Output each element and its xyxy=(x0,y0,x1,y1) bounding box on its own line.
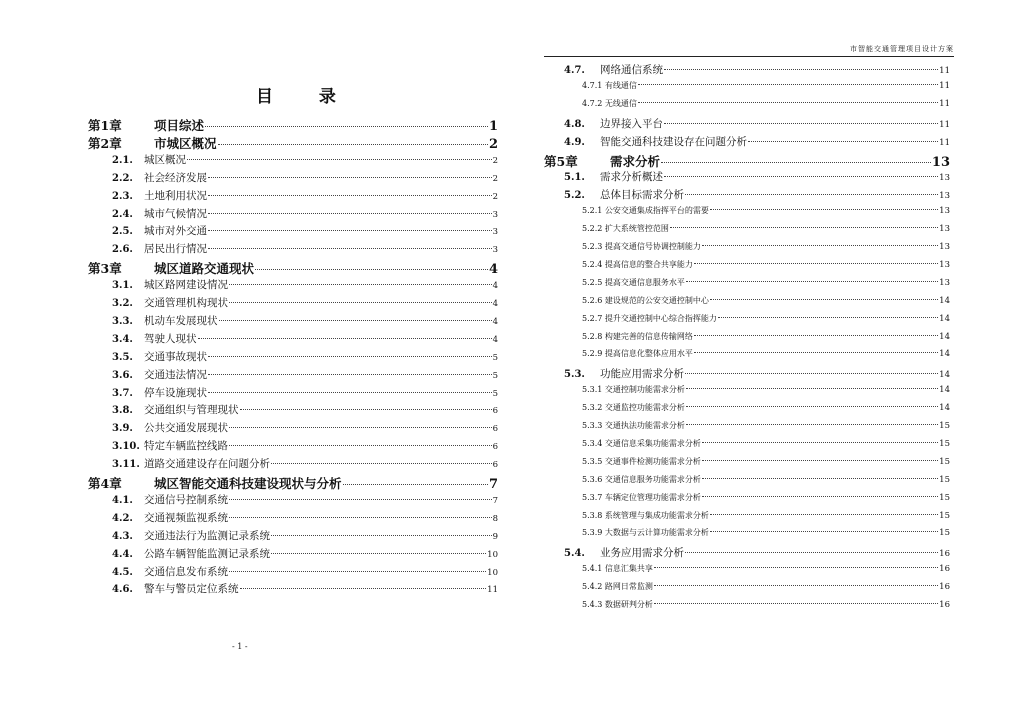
toc-leader-dots xyxy=(661,162,931,163)
footer-page-number: - 1 - xyxy=(232,642,248,651)
toc-entry-page: 13 xyxy=(939,206,950,217)
toc-entry-number: 3.2. xyxy=(112,298,133,309)
toc-entry-title: 5.3.4 交通信息采集功能需求分析 xyxy=(582,438,701,448)
toc-leader-dots xyxy=(664,69,938,70)
toc-entry-title: 道路交通建设存在问题分析 xyxy=(144,458,270,471)
toc-leader-dots xyxy=(686,424,938,425)
toc-entry-page: 11 xyxy=(939,98,950,109)
toc-entry-number: 4.8. xyxy=(564,118,585,130)
toc-entry[interactable] xyxy=(88,438,498,453)
toc-entry-number: 3.10. xyxy=(112,441,140,453)
toc-entry[interactable] xyxy=(88,206,498,221)
toc-entry[interactable] xyxy=(544,474,950,485)
toc-entry-page: 13 xyxy=(939,173,950,184)
toc-leader-dots xyxy=(638,84,938,85)
toc-entry[interactable] xyxy=(544,241,950,252)
toc-leader-dots xyxy=(694,335,938,336)
toc-entry-number: 3.9. xyxy=(112,423,133,435)
toc-entry[interactable] xyxy=(544,98,950,109)
toc-entry-number: 3.8. xyxy=(112,405,133,417)
toc-leader-dots xyxy=(702,460,938,461)
toc-entry[interactable] xyxy=(544,456,950,467)
toc-entry-page: 5 xyxy=(492,352,498,363)
toc-entry-number: 3.3. xyxy=(112,315,133,327)
toc-entry[interactable] xyxy=(88,295,498,310)
toc-entry-title: 城区概况 xyxy=(144,153,186,166)
toc-entry-title: 5.3.6 交通信息服务功能需求分析 xyxy=(582,474,701,484)
toc-entry[interactable] xyxy=(88,564,498,579)
toc-entry-page: 15 xyxy=(939,421,950,431)
toc-entry[interactable] xyxy=(544,277,950,288)
toc-entry-title: 交通信号控制系统 xyxy=(144,493,228,506)
toc-entry-title: 智能交通科技建设存在问题分析 xyxy=(600,135,747,148)
toc-entry[interactable] xyxy=(544,545,950,560)
toc-leader-dots xyxy=(208,356,492,357)
toc-leader-dots xyxy=(702,245,938,246)
toc-entry-page: 11 xyxy=(939,66,950,76)
toc-leader-dots xyxy=(702,442,938,443)
toc-entry[interactable] xyxy=(544,331,950,342)
toc-entry-title: 交通违法行为监测记录系统 xyxy=(144,529,270,542)
toc-entry-number: 第5章 xyxy=(544,153,578,169)
toc-leader-dots xyxy=(638,102,938,103)
toc-entry-title: 5.3.1 交通控制功能需求分析 xyxy=(582,385,685,395)
toc-entry-page: 14 xyxy=(939,370,950,381)
toc-leader-dots xyxy=(685,194,938,195)
toc-entry-number: 4.1. xyxy=(112,494,133,506)
toc-leader-dots xyxy=(654,603,938,604)
toc-entry-page: 3 xyxy=(492,209,498,220)
toc-leader-dots xyxy=(670,227,938,228)
toc-entry[interactable] xyxy=(88,241,498,256)
toc-entry-number: 2.4. xyxy=(112,208,133,220)
toc-entry[interactable] xyxy=(88,152,498,167)
toc-leader-dots xyxy=(198,338,492,339)
toc-entry[interactable] xyxy=(88,277,498,292)
toc-leader-dots xyxy=(208,248,492,249)
toc-entry-page: 9 xyxy=(492,531,498,542)
toc-entry[interactable] xyxy=(88,188,498,203)
toc-entry-number: 3.11. xyxy=(112,459,140,471)
toc-entry-number: 3.7. xyxy=(112,387,133,399)
toc-entry[interactable] xyxy=(544,402,950,413)
toc-entry-number: 3.4. xyxy=(112,333,133,345)
toc-entry-page: 7 xyxy=(492,495,498,506)
toc-entry[interactable] xyxy=(544,420,950,431)
toc-entry[interactable] xyxy=(544,438,950,449)
toc-entry-page: 1 xyxy=(488,119,498,134)
toc-entry[interactable] xyxy=(88,385,498,400)
toc-entry[interactable] xyxy=(544,62,950,77)
toc-entry[interactable] xyxy=(88,134,498,152)
toc-entry-page: 15 xyxy=(939,438,950,449)
toc-entry-title: 5.3.8 系统管理与集成功能需求分析 xyxy=(582,510,709,520)
toc-entry-title: 机动车发展现状 xyxy=(144,314,218,327)
toc-leader-dots xyxy=(229,571,486,572)
toc-entry-page: 6 xyxy=(492,424,498,435)
toc-entry[interactable] xyxy=(544,116,950,131)
toc-entry-number: 2.1. xyxy=(112,154,133,166)
toc-entry-page: 7 xyxy=(488,477,498,492)
toc-leader-dots xyxy=(702,496,938,497)
toc-entry[interactable] xyxy=(544,348,950,359)
toc-entry-page: 14 xyxy=(939,295,950,306)
toc-entry-page: 13 xyxy=(939,242,950,252)
toc-entry-page: 14 xyxy=(939,385,950,396)
toc-entry-page: 15 xyxy=(939,510,950,521)
toc-leader-dots xyxy=(718,317,938,318)
toc-entry[interactable] xyxy=(88,367,498,382)
toc-leader-dots xyxy=(208,392,492,393)
toc-title: 目 录 xyxy=(256,87,356,107)
toc-entry-number: 5.3. xyxy=(564,369,585,381)
toc-entry-title: 5.2.2 扩大系统管控范围 xyxy=(582,224,669,234)
toc-entry-title: 5.2.7 提升交通控制中心综合指挥能力 xyxy=(582,313,717,323)
toc-leader-dots xyxy=(654,567,938,568)
toc-leader-dots xyxy=(710,209,938,210)
toc-entry-number: 5.4. xyxy=(564,548,585,560)
toc-entry-page: 14 xyxy=(939,349,950,360)
toc-entry-title: 土地利用状况 xyxy=(144,189,207,202)
toc-entry[interactable] xyxy=(88,492,498,507)
toc-entry-number: 4.6. xyxy=(112,584,133,596)
toc-entry-page: 10 xyxy=(487,549,498,560)
toc-entry-title: 项目综述 xyxy=(154,118,205,133)
toc-entry-number: 第2章 xyxy=(88,135,122,151)
toc-leader-dots xyxy=(694,263,938,264)
toc-entry-title: 5.3.7 车辆定位管理功能需求分析 xyxy=(582,492,701,502)
toc-entry[interactable] xyxy=(88,223,498,238)
toc-entry[interactable] xyxy=(88,313,498,328)
toc-entry-title: 5.2.5 提高交通信息服务水平 xyxy=(582,277,685,287)
toc-leader-dots xyxy=(218,144,488,145)
toc-leader-dots xyxy=(686,281,938,282)
toc-entry-page: 15 xyxy=(939,528,950,539)
toc-entry-title: 城区智能交通科技建设现状与分析 xyxy=(154,476,342,491)
header-rule xyxy=(544,56,954,57)
toc-entry-number: 4.4. xyxy=(112,548,133,560)
toc-entry-title: 交通事故现状 xyxy=(144,350,207,363)
toc-entry-page: 2 xyxy=(492,191,498,202)
toc-entry-page: 6 xyxy=(492,442,498,453)
toc-entry-page: 13 xyxy=(939,191,950,202)
toc-entry[interactable] xyxy=(88,259,498,277)
toc-leader-dots xyxy=(664,123,938,124)
toc-entry-title: 居民出行情况 xyxy=(144,243,207,256)
toc-entry-number: 3.5. xyxy=(112,351,133,363)
toc-entry-page: 14 xyxy=(939,331,950,342)
toc-entry[interactable] xyxy=(88,420,498,435)
toc-entry-page: 13 xyxy=(939,224,950,235)
toc-entry[interactable] xyxy=(544,205,950,216)
toc-entry-title: 5.2.4 提高信息的整合共享能力 xyxy=(582,259,693,269)
toc-entry-title: 5.3.2 交通监控功能需求分析 xyxy=(582,403,685,413)
toc-entry[interactable] xyxy=(88,581,498,596)
toc-entry[interactable] xyxy=(544,599,950,610)
toc-leader-dots xyxy=(208,374,492,375)
toc-entry-number: 5.2. xyxy=(564,190,585,202)
toc-entry-title: 边界接入平台 xyxy=(600,117,663,130)
toc-leader-dots xyxy=(240,409,492,410)
toc-entry-page: 4 xyxy=(492,316,498,327)
toc-entry-number: 第1章 xyxy=(88,118,122,133)
toc-entry[interactable] xyxy=(544,313,950,324)
toc-entry-number: 2.6. xyxy=(112,244,133,256)
toc-entry[interactable] xyxy=(88,170,498,185)
toc-entry-title: 5.4.3 数据研判分析 xyxy=(582,600,653,609)
toc-leader-dots xyxy=(229,445,492,446)
toc-leader-dots xyxy=(710,514,938,515)
toc-entry[interactable] xyxy=(544,563,950,574)
toc-entry-page: 6 xyxy=(492,406,498,417)
toc-entry[interactable] xyxy=(544,187,950,202)
toc-entry[interactable] xyxy=(544,223,950,234)
toc-entry[interactable] xyxy=(88,116,498,134)
toc-leader-dots xyxy=(229,284,492,285)
toc-entry[interactable] xyxy=(544,259,950,270)
toc-entry-page: 5 xyxy=(492,388,498,399)
toc-leader-dots xyxy=(710,299,938,300)
toc-entry-page: 11 xyxy=(939,119,950,130)
toc-entry-title: 城区道路交通现状 xyxy=(154,261,255,277)
toc-entry-page: 3 xyxy=(492,227,498,238)
toc-entry-page: 15 xyxy=(939,456,950,467)
toc-leader-dots xyxy=(685,552,938,553)
toc-entry[interactable] xyxy=(544,134,950,149)
toc-leader-dots xyxy=(205,126,488,127)
toc-entry[interactable] xyxy=(544,510,950,521)
toc-leader-dots xyxy=(710,531,938,532)
toc-leader-dots xyxy=(664,176,938,177)
toc-entry-title: 5.4.1 信息汇集共享 xyxy=(582,564,653,574)
toc-entry-page: 10 xyxy=(487,567,498,578)
toc-entry-page: 3 xyxy=(492,245,498,256)
toc-entry-number: 第3章 xyxy=(88,261,122,277)
toc-entry-title: 5.2.9 提高信息化整体应用水平 xyxy=(582,349,693,359)
toc-entry-page: 4 xyxy=(492,299,498,309)
toc-entry-number: 4.3. xyxy=(112,530,133,542)
toc-entry-page: 16 xyxy=(939,549,950,560)
toc-leader-dots xyxy=(654,585,938,586)
toc-leader-dots xyxy=(208,177,492,178)
toc-entry-page: 15 xyxy=(939,492,950,503)
toc-leader-dots xyxy=(229,499,492,500)
toc-entry-title: 停车设施现状 xyxy=(144,386,207,399)
toc-entry-title: 网络通信系统 xyxy=(600,64,663,76)
toc-entry[interactable] xyxy=(88,528,498,543)
toc-entry-title: 需求分析 xyxy=(610,153,661,169)
toc-entry-number: 3.1. xyxy=(112,280,133,292)
toc-entry-page: 11 xyxy=(939,80,950,91)
toc-entry-page: 16 xyxy=(939,582,950,593)
toc-entry[interactable] xyxy=(88,474,498,492)
toc-entry[interactable] xyxy=(88,331,498,346)
toc-entry-title: 5.3.3 交通执法功能需求分析 xyxy=(582,421,685,430)
toc-entry[interactable] xyxy=(544,295,950,306)
toc-entry-number: 4.7. xyxy=(564,65,585,76)
toc-entry[interactable] xyxy=(544,492,950,503)
toc-entry-number: 4.5. xyxy=(112,566,133,578)
toc-entry-title: 业务应用需求分析 xyxy=(600,547,684,560)
toc-entry[interactable] xyxy=(88,349,498,364)
toc-entry-title: 需求分析概述 xyxy=(600,171,663,184)
toc-entry-title: 公共交通发展现状 xyxy=(144,422,228,435)
toc-leader-dots xyxy=(748,141,938,142)
toc-leader-dots xyxy=(702,478,938,479)
toc-entry[interactable] xyxy=(544,581,950,592)
toc-entry-number: 4.9. xyxy=(564,136,585,148)
toc-entry[interactable] xyxy=(544,169,950,184)
toc-entry-title: 5.2.6 建设规范的公安交通控制中心 xyxy=(582,295,709,305)
toc-entry-page: 4 xyxy=(492,334,498,345)
toc-leader-dots xyxy=(686,388,938,389)
toc-leader-dots xyxy=(208,195,492,196)
toc-entry-title: 5.3.5 交通事件检测功能需求分析 xyxy=(582,456,701,466)
toc-entry-title: 城市气候情况 xyxy=(144,207,207,220)
toc-entry-title: 5.2.8 构建完善的信息传输网络 xyxy=(582,331,693,341)
toc-entry-title: 交通视频监视系统 xyxy=(144,511,228,524)
toc-leader-dots xyxy=(685,373,938,374)
toc-entry-number: 5.1. xyxy=(564,172,585,184)
toc-entry-page: 2 xyxy=(492,173,498,184)
page-header-title: 市智能交通管理项目设计方案 xyxy=(850,45,954,53)
toc-entry-title: 公路车辆智能监测记录系统 xyxy=(144,547,270,560)
toc-entry-title: 驾驶人现状 xyxy=(144,332,197,345)
toc-leader-dots xyxy=(229,427,492,428)
toc-entry-page: 11 xyxy=(487,585,498,596)
toc-entry-title: 交通组织与管理现状 xyxy=(144,404,239,417)
toc-entry-page: 5 xyxy=(492,370,498,381)
toc-entry-page: 4 xyxy=(492,281,498,292)
toc-leader-dots xyxy=(686,406,938,407)
toc-entry-title: 功能应用需求分析 xyxy=(600,368,684,381)
toc-entry-number: 4.2. xyxy=(112,512,133,524)
toc-entry-title: 5.4.2 路网日常监测 xyxy=(582,582,653,592)
toc-entry-page: 14 xyxy=(939,403,950,414)
toc-entry-page: 8 xyxy=(492,513,498,524)
toc-entry-title: 交通管理机构现状 xyxy=(144,297,228,309)
toc-entry-number: 3.6. xyxy=(112,369,133,381)
toc-entry[interactable] xyxy=(544,527,950,538)
toc-entry-page: 16 xyxy=(939,600,950,610)
toc-entry-title: 总体目标需求分析 xyxy=(600,189,684,202)
toc-entry-title: 5.2.3 提高交通信号协调控制能力 xyxy=(582,242,701,251)
toc-leader-dots xyxy=(271,553,486,554)
toc-entry-title: 城市对外交通 xyxy=(144,225,207,238)
toc-entry-page: 13 xyxy=(931,154,950,170)
toc-entry[interactable] xyxy=(544,366,950,381)
toc-entry-page: 16 xyxy=(939,564,950,575)
toc-entry-title: 5.2.1 公安交通集成指挥平台的需要 xyxy=(582,206,709,216)
toc-leader-dots xyxy=(187,159,492,160)
toc-entry-title: 5.3.9 大数据与云计算功能需求分析 xyxy=(582,528,709,538)
toc-entry-title: 交通违法情况 xyxy=(144,368,207,381)
toc-entry[interactable] xyxy=(88,510,498,525)
toc-entry-page: 2 xyxy=(488,136,498,152)
toc-entry-title: 交通信息发布系统 xyxy=(144,565,228,578)
toc-entry-page: 15 xyxy=(939,474,950,485)
toc-entry-page: 4 xyxy=(488,262,498,278)
toc-entry-title: 社会经济发展 xyxy=(144,171,207,184)
toc-leader-dots xyxy=(229,302,492,303)
toc-leader-dots xyxy=(208,213,492,214)
toc-entry-page: 6 xyxy=(492,460,498,471)
toc-entry-number: 2.2. xyxy=(112,172,133,184)
toc-entry-title: 4.7.1 有线通信 xyxy=(582,80,637,90)
toc-entry-title: 警车与警员定位系统 xyxy=(144,583,239,596)
toc-leader-dots xyxy=(255,269,488,270)
toc-entry[interactable] xyxy=(544,80,950,91)
toc-entry-page: 2 xyxy=(492,155,498,166)
toc-entry[interactable] xyxy=(88,456,498,471)
toc-entry-number: 2.5. xyxy=(112,226,133,238)
toc-entry-title: 4.7.2 无线通信 xyxy=(582,98,637,108)
toc-entry[interactable] xyxy=(544,384,950,395)
toc-entry[interactable] xyxy=(88,546,498,561)
toc-entry-number: 第4章 xyxy=(88,476,122,491)
toc-leader-dots xyxy=(694,352,938,353)
toc-entry-page: 14 xyxy=(939,313,950,324)
toc-leader-dots xyxy=(229,517,492,518)
toc-entry-title: 城区路网建设情况 xyxy=(144,279,228,292)
toc-leader-dots xyxy=(271,535,492,536)
toc-entry-page: 11 xyxy=(939,137,950,148)
toc-leader-dots xyxy=(219,320,492,321)
toc-entry-title: 特定车辆监控线路 xyxy=(144,440,228,453)
toc-entry-title: 市城区概况 xyxy=(154,135,217,151)
toc-entry[interactable] xyxy=(544,152,950,170)
toc-entry[interactable] xyxy=(88,402,498,417)
toc-leader-dots xyxy=(271,463,492,464)
toc-leader-dots xyxy=(208,230,492,231)
toc-entry-page: 13 xyxy=(939,277,950,288)
toc-leader-dots xyxy=(343,484,488,485)
toc-leader-dots xyxy=(240,588,487,589)
toc-entry-page: 13 xyxy=(939,259,950,270)
toc-entry-number: 2.3. xyxy=(112,190,133,202)
